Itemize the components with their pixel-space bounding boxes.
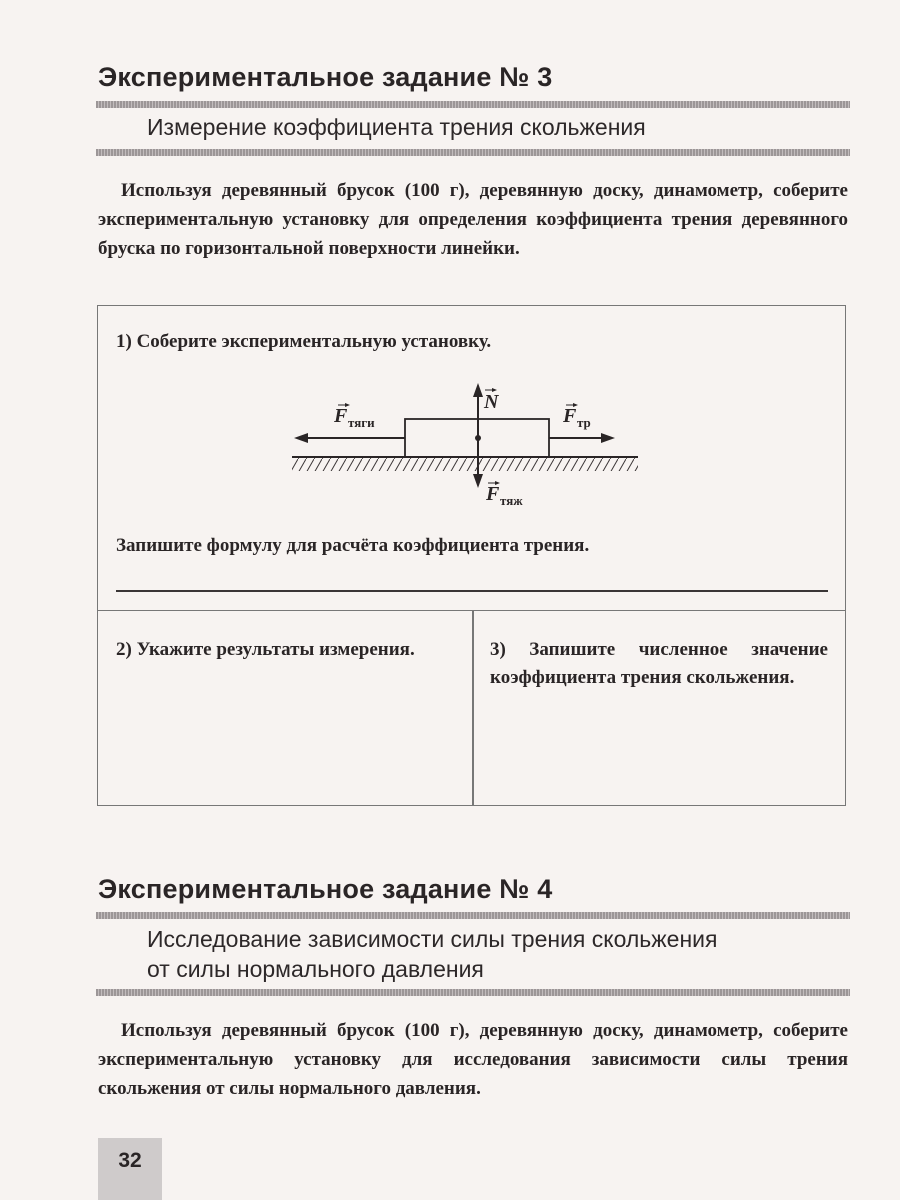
f-gravity-label: F xyxy=(486,483,500,505)
force-diagram xyxy=(282,375,652,530)
task3-subtitle: Измерение коэффициента трения скольжения xyxy=(147,114,646,140)
task4-subtitle-line2: от силы нормального давления xyxy=(147,956,484,982)
subtitle-rule xyxy=(96,149,850,156)
page-number: 32 xyxy=(98,1138,162,1200)
block-on-surface-icon xyxy=(282,375,652,525)
subtitle-rule xyxy=(96,989,850,996)
step1-text: 1) Соберите экспериментальную установку. xyxy=(116,331,492,352)
task4-intro: Используя деревянный брусок (100 г), деревянную доску, динамометр, соберите экспериментальную установку для исследования зависимости силы трения скольжения от силы нормального давления. xyxy=(98,1020,848,1099)
step3-text: 3) Запишите численное значение коэффициента трения скольжения. xyxy=(490,639,828,688)
formula-prompt: Запишите формулу для расчёта коэффициента трения. xyxy=(116,535,590,556)
step3-answer-area[interactable] xyxy=(474,706,844,804)
f-pull-subscript: тяги xyxy=(348,415,375,430)
f-friction-label: F xyxy=(563,405,577,427)
formula-answer-line[interactable] xyxy=(116,590,828,592)
title-rule xyxy=(96,101,850,108)
task3-title: Экспериментальное задание № 3 xyxy=(98,62,553,92)
f-friction-subscript: тр xyxy=(577,415,591,430)
task4-subtitle-line1: Исследование зависимости силы трения скольжения xyxy=(147,926,718,952)
step2-text: 2) Укажите результаты измерения. xyxy=(116,639,415,660)
task4-title: Экспериментальное задание № 4 xyxy=(98,874,553,904)
title-rule xyxy=(96,912,850,919)
f-gravity-subscript: тяж xyxy=(500,493,523,508)
task3-intro: Используя деревянный брусок (100 г), деревянную доску, динамометр, соберите экспериментальную установку для определения коэффициента трения деревянного бруска по горизонтальной поверхности линейки. xyxy=(98,180,848,259)
normal-force-label: N xyxy=(484,391,499,413)
f-pull-label: F xyxy=(334,405,348,427)
step2-answer-area[interactable] xyxy=(98,706,471,804)
